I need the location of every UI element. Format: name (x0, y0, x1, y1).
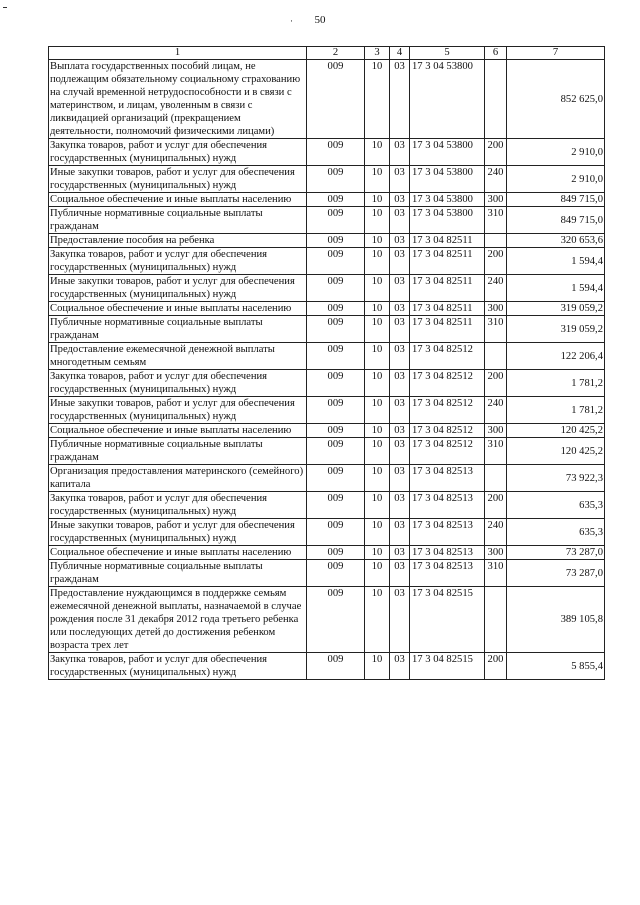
row-expense-type: 300 (485, 302, 507, 316)
table-row (49, 316, 605, 343)
row-amount: 635,3 (507, 519, 605, 546)
row-expense-type (485, 587, 507, 653)
row-grbs-code: 009 (307, 397, 365, 424)
row-grbs-code: 009 (307, 653, 365, 680)
row-target-article: 17 3 04 82511 (410, 234, 485, 248)
row-section-code: 10 (365, 316, 390, 343)
row-grbs-code: 009 (307, 139, 365, 166)
row-name: Предоставление ежемесячной денежной выплаты многодетным семьям (49, 343, 307, 370)
row-target-article: 17 3 04 82512 (410, 424, 485, 438)
row-subsection-code: 03 (390, 316, 410, 343)
row-section-code: 10 (365, 465, 390, 492)
row-expense-type: 310 (485, 316, 507, 343)
row-section-code: 10 (365, 234, 390, 248)
row-target-article: 17 3 04 82513 (410, 492, 485, 519)
row-amount: 319 059,2 (507, 302, 605, 316)
row-expense-type: 240 (485, 519, 507, 546)
row-target-article: 17 3 04 82512 (410, 370, 485, 397)
row-expense-type: 200 (485, 653, 507, 680)
table-row (49, 465, 605, 492)
row-subsection-code: 03 (390, 275, 410, 302)
row-subsection-code: 03 (390, 397, 410, 424)
table-row (49, 193, 605, 207)
row-grbs-code: 009 (307, 438, 365, 465)
table-row (49, 397, 605, 424)
row-target-article: 17 3 04 53800 (410, 193, 485, 207)
row-target-article: 17 3 04 82512 (410, 397, 485, 424)
row-name: Публичные нормативные социальные выплаты гражданам (49, 207, 307, 234)
row-target-article: 17 3 04 82512 (410, 438, 485, 465)
row-grbs-code: 009 (307, 587, 365, 653)
row-target-article: 17 3 04 82512 (410, 343, 485, 370)
row-subsection-code: 03 (390, 370, 410, 397)
row-amount: 120 425,2 (507, 438, 605, 465)
table-row (49, 519, 605, 546)
row-expense-type: 300 (485, 546, 507, 560)
row-name: Предоставление пособия на ребенка (49, 234, 307, 248)
row-amount: 5 855,4 (507, 653, 605, 680)
row-target-article: 17 3 04 82513 (410, 519, 485, 546)
row-section-code: 10 (365, 248, 390, 275)
row-subsection-code: 03 (390, 653, 410, 680)
row-subsection-code: 03 (390, 139, 410, 166)
row-name: Публичные нормативные социальные выплаты гражданам (49, 560, 307, 587)
row-subsection-code: 03 (390, 438, 410, 465)
row-section-code: 10 (365, 60, 390, 139)
table-row (49, 587, 605, 653)
row-subsection-code: 03 (390, 492, 410, 519)
row-grbs-code: 009 (307, 465, 365, 492)
row-grbs-code: 009 (307, 492, 365, 519)
row-amount: 73 287,0 (507, 546, 605, 560)
table-row (49, 438, 605, 465)
row-section-code: 10 (365, 207, 390, 234)
row-section-code: 10 (365, 519, 390, 546)
row-expense-type (485, 60, 507, 139)
row-amount: 73 922,3 (507, 465, 605, 492)
row-grbs-code: 009 (307, 546, 365, 560)
row-grbs-code: 009 (307, 560, 365, 587)
row-amount: 1 781,2 (507, 397, 605, 424)
row-name: Закупка товаров, работ и услуг для обеспечения государственных (муниципальных) нужд (49, 492, 307, 519)
row-section-code: 10 (365, 587, 390, 653)
row-expense-type: 300 (485, 424, 507, 438)
row-grbs-code: 009 (307, 234, 365, 248)
row-name: Иные закупки товаров, работ и услуг для обеспечения государственных (муниципальных) нужд (49, 397, 307, 424)
header-col-2: 2 (307, 47, 365, 60)
row-name: Закупка товаров, работ и услуг для обеспечения государственных (муниципальных) нужд (49, 248, 307, 275)
row-subsection-code: 03 (390, 60, 410, 139)
header-col-5: 5 (410, 47, 485, 60)
row-amount: 389 105,8 (507, 587, 605, 653)
row-amount: 1 594,4 (507, 248, 605, 275)
row-section-code: 10 (365, 492, 390, 519)
row-grbs-code: 009 (307, 193, 365, 207)
row-amount: 120 425,2 (507, 424, 605, 438)
budget-table (48, 46, 605, 680)
row-name: Закупка товаров, работ и услуг для обеспечения государственных (муниципальных) нужд (49, 139, 307, 166)
row-amount: 1 594,4 (507, 275, 605, 302)
row-subsection-code: 03 (390, 166, 410, 193)
row-subsection-code: 03 (390, 343, 410, 370)
row-amount: 1 781,2 (507, 370, 605, 397)
header-row (49, 47, 605, 60)
row-expense-type (485, 465, 507, 492)
row-amount: 320 653,6 (507, 234, 605, 248)
row-target-article: 17 3 04 82513 (410, 560, 485, 587)
row-section-code: 10 (365, 275, 390, 302)
row-section-code: 10 (365, 302, 390, 316)
header-col-7: 7 (507, 47, 605, 60)
row-target-article: 17 3 04 82511 (410, 302, 485, 316)
row-expense-type: 240 (485, 275, 507, 302)
table-row (49, 343, 605, 370)
table-row (49, 560, 605, 587)
row-subsection-code: 03 (390, 424, 410, 438)
row-name: Иные закупки товаров, работ и услуг для обеспечения государственных (муниципальных) нужд (49, 166, 307, 193)
row-amount: 319 059,2 (507, 316, 605, 343)
row-name: Иные закупки товаров, работ и услуг для обеспечения государственных (муниципальных) нужд (49, 519, 307, 546)
table-row (49, 546, 605, 560)
row-name: Публичные нормативные социальные выплаты гражданам (49, 438, 307, 465)
row-expense-type: 310 (485, 560, 507, 587)
row-section-code: 10 (365, 560, 390, 587)
header-col-6: 6 (485, 47, 507, 60)
table-row (49, 234, 605, 248)
row-section-code: 10 (365, 424, 390, 438)
row-section-code: 10 (365, 653, 390, 680)
row-name: Публичные нормативные социальные выплаты гражданам (49, 316, 307, 343)
row-target-article: 17 3 04 82513 (410, 546, 485, 560)
table-row (49, 370, 605, 397)
row-name: Иные закупки товаров, работ и услуг для обеспечения государственных (муниципальных) нужд (49, 275, 307, 302)
row-expense-type: 200 (485, 139, 507, 166)
row-grbs-code: 009 (307, 316, 365, 343)
row-target-article: 17 3 04 53800 (410, 166, 485, 193)
row-expense-type: 240 (485, 397, 507, 424)
row-subsection-code: 03 (390, 519, 410, 546)
table-row (49, 248, 605, 275)
row-amount: 2 910,0 (507, 166, 605, 193)
row-grbs-code: 009 (307, 302, 365, 316)
row-expense-type: 200 (485, 248, 507, 275)
row-section-code: 10 (365, 343, 390, 370)
table-row (49, 302, 605, 316)
row-subsection-code: 03 (390, 302, 410, 316)
row-name: Закупка товаров, работ и услуг для обеспечения государственных (муниципальных) нужд (49, 370, 307, 397)
row-section-code: 10 (365, 438, 390, 465)
row-target-article: 17 3 04 53800 (410, 207, 485, 234)
row-amount: 2 910,0 (507, 139, 605, 166)
row-grbs-code: 009 (307, 60, 365, 139)
row-grbs-code: 009 (307, 424, 365, 438)
row-target-article: 17 3 04 82513 (410, 465, 485, 492)
row-target-article: 17 3 04 82511 (410, 275, 485, 302)
row-section-code: 10 (365, 546, 390, 560)
page-number: 50 (314, 14, 326, 26)
table-row (49, 60, 605, 139)
row-name: Выплата государственных пособий лицам, не подлежащим обязательному социальному страхованию на случай временной нетрудоспособности и в связи с материнством, и лицам, уволенным в связи с ликвидацией организаций (прекращением деятельности, полномочий физическими лицами) (49, 60, 307, 139)
row-amount: 849 715,0 (507, 207, 605, 234)
row-target-article: 17 3 04 53800 (410, 60, 485, 139)
row-target-article: 17 3 04 82515 (410, 587, 485, 653)
row-expense-type: 300 (485, 193, 507, 207)
table-row (49, 424, 605, 438)
row-subsection-code: 03 (390, 207, 410, 234)
row-name: Социальное обеспечение и иные выплаты населению (49, 546, 307, 560)
row-subsection-code: 03 (390, 248, 410, 275)
row-target-article: 17 3 04 82511 (410, 316, 485, 343)
row-grbs-code: 009 (307, 248, 365, 275)
row-name: Социальное обеспечение и иные выплаты населению (49, 424, 307, 438)
row-subsection-code: 03 (390, 465, 410, 492)
table-row (49, 275, 605, 302)
row-section-code: 10 (365, 193, 390, 207)
row-expense-type (485, 343, 507, 370)
row-name: Организация предоставления материнского (семейного) капитала (49, 465, 307, 492)
row-name: Закупка товаров, работ и услуг для обеспечения государственных (муниципальных) нужд (49, 653, 307, 680)
row-grbs-code: 009 (307, 343, 365, 370)
row-amount: 635,3 (507, 492, 605, 519)
row-subsection-code: 03 (390, 193, 410, 207)
table-row (49, 653, 605, 680)
row-section-code: 10 (365, 397, 390, 424)
row-section-code: 10 (365, 139, 390, 166)
table-row (49, 166, 605, 193)
row-target-article: 17 3 04 82511 (410, 248, 485, 275)
row-expense-type (485, 234, 507, 248)
table-row (49, 492, 605, 519)
scan-dot: · (290, 16, 293, 26)
header-col-4: 4 (390, 47, 410, 60)
row-name: Социальное обеспечение и иные выплаты населению (49, 302, 307, 316)
row-subsection-code: 03 (390, 234, 410, 248)
row-amount: 852 625,0 (507, 60, 605, 139)
row-name: Социальное обеспечение и иные выплаты населению (49, 193, 307, 207)
row-grbs-code: 009 (307, 166, 365, 193)
row-target-article: 17 3 04 53800 (410, 139, 485, 166)
row-grbs-code: 009 (307, 370, 365, 397)
row-target-article: 17 3 04 82515 (410, 653, 485, 680)
row-subsection-code: 03 (390, 587, 410, 653)
row-name: Предоставление нуждающимся в поддержке семьям ежемесячной денежной выплаты, назначаемой в случае рождения после 31 декабря 2012 года третьего ребенка или последующих детей до достижения ребенком возраста трех лет (49, 587, 307, 653)
row-amount: 73 287,0 (507, 560, 605, 587)
header-col-1: 1 (49, 47, 307, 60)
row-grbs-code: 009 (307, 519, 365, 546)
row-section-code: 10 (365, 166, 390, 193)
header-col-3: 3 (365, 47, 390, 60)
row-expense-type: 310 (485, 207, 507, 234)
row-amount: 849 715,0 (507, 193, 605, 207)
row-amount: 122 206,4 (507, 343, 605, 370)
row-grbs-code: 009 (307, 275, 365, 302)
scan-mark (3, 7, 7, 8)
row-subsection-code: 03 (390, 546, 410, 560)
row-expense-type: 240 (485, 166, 507, 193)
row-expense-type: 200 (485, 370, 507, 397)
row-expense-type: 310 (485, 438, 507, 465)
row-grbs-code: 009 (307, 207, 365, 234)
table-row (49, 207, 605, 234)
table-row (49, 139, 605, 166)
row-subsection-code: 03 (390, 560, 410, 587)
row-expense-type: 200 (485, 492, 507, 519)
row-section-code: 10 (365, 370, 390, 397)
